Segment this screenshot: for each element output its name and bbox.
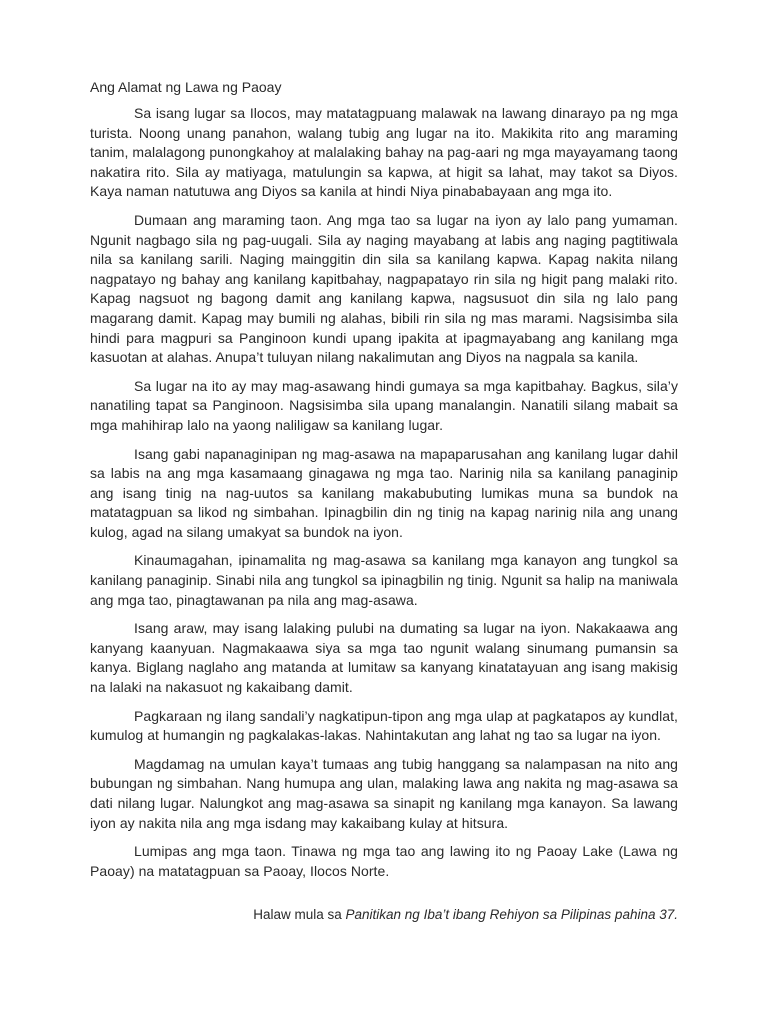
paragraph-7: Pagkaraan ng ilang sandali’y nagkatipun-tipon ang mga ulap at pagkatapos ay kundlat, kumulog at humangin ng pagkalakas-lakas. Nahintakutan ang lahat ng tao sa lugar na iyon.	[90, 707, 678, 744]
paragraph-2: Dumaan ang maraming taon. Ang mga tao sa lugar na iyon ay lalo pang yumaman. Ngunit nagbago sila ng pag-uugali. Sila ay naging mayabang at labis ang naging pagtitiwala nila sa kanilang sarili. Naging mainggitin din sila sa kanilang kapwa. Kapag nakita nilang nagpatayo ng bahay ang kanilang kapitbahay, nagpapatayo rin sila ng higit pang malaki rito. Kapag nagsuot ng bagong damit ang kanilang kapwa, nagsusuot din sila ng lalo pang magarang damit. Kapag may bumili ng alahas, bibili rin sila ng mas marami. Nagsisimba sila hindi para magpuri sa Panginoon kundi upang ipakita at ipagmayabang ang kanilang mga kasuotan at alahas. Anupa’t tuluyan nilang nakalimutan ang Diyos na nagpala sa kanila.	[90, 211, 678, 366]
paragraph-6: Isang araw, may isang lalaking pulubi na dumating sa lugar na iyon. Nakakaawa ang kanyang kaanyuan. Nagmakaawa siya sa mga tao ngunit walang sinumang pumansin sa kanya. Biglang naglaho ang matanda at lumitaw sa kanyang kinatatayuan ang isang makisig na lalaki na nakasuot ng kakaibang damit.	[90, 620, 678, 696]
paragraph-9: Lumipas ang mga taon. Tinawa ng mga tao ang lawing ito ng Paoay Lake (Lawa ng Paoay) na matatagpuan sa Paoay, Ilocos Norte.	[90, 843, 678, 879]
source-citation	[0, 906, 768, 924]
paragraph-8: Magdamag na umulan kaya’t tumaas ang tubig hanggang sa nalampasan na nito ang bubungan ng simbahan. Nang humupa ang ulan, malaking lawa ang nakita ng mag-asawa sa dati nilang lugar. Nalungkot ang mag-asawa sa sinapit ng kanilang mga kanayon. Sa lawang iyon ay nakita nila ang mga isdang may kakaibang kulay at hitsura.	[90, 755, 678, 831]
document-body	[90, 76, 678, 890]
paragraph-5: Kinaumagahan, ipinamalita ng mag-asawa sa kanilang mga kanayon ang tungkol sa kanilang panaginip. Sinabi nila ang tungkol sa ipinagbilin ng tinig. Ngunit sa halip na maniwala ang mga tao, pinagtawanan pa nila ang mag-asawa.	[90, 552, 678, 608]
source-prefix: Halaw mula sa	[253, 907, 346, 922]
paragraph-4: Isang gabi napanaginipan ng mag-asawa na mapaparusahan ang kanilang lugar dahil sa labis na ang mga kasamaang ginagawa ng mga tao. Narinig nila sa kanilang panaginip ang isang tinig na nag-uutos sa kanilang makabubuting lumikas muna sa bundok na matatagpuan sa likod ng simbahan. Ipinagbilin din ng tinig na kapag narinig nila ang unang kulog, agad na silang umakyat sa bundok na iyon.	[90, 445, 678, 540]
source-title: Panitikan ng Iba’t ibang Rehiyon sa Pilipinas pahina 37.	[345, 907, 678, 922]
paragraph-3: Sa lugar na ito ay may mag-asawang hindi gumaya sa mga kapitbahay. Bagkus, sila’y nanatiling tapat sa Panginoon. Nagsisimba sila upang manalangin. Nanatili silang mabait sa mga mahihirap lalo na yaong naliligaw sa kanilang lugar.	[90, 377, 678, 433]
document-title: Ang Alamat ng Lawa ng Paoay	[90, 79, 282, 95]
paragraph-1: Sa isang lugar sa Ilocos, may matatagpuang malawak na lawang dinarayo pa ng mga turista. Noong unang panahon, walang tubig ang lugar na ito. Makikita rito ang maraming tanim, malalagong punongkahoy at malalaking bahay na pag-aari ng mga mayayamang taong nakatira rito. Sila ay matiyaga, matulungin sa kapwa, at higit sa lahat, may takot sa Diyos. Kaya naman natutuwa ang Diyos sa kanila at hindi Niya pinababayaan ang mga ito.	[90, 105, 678, 200]
